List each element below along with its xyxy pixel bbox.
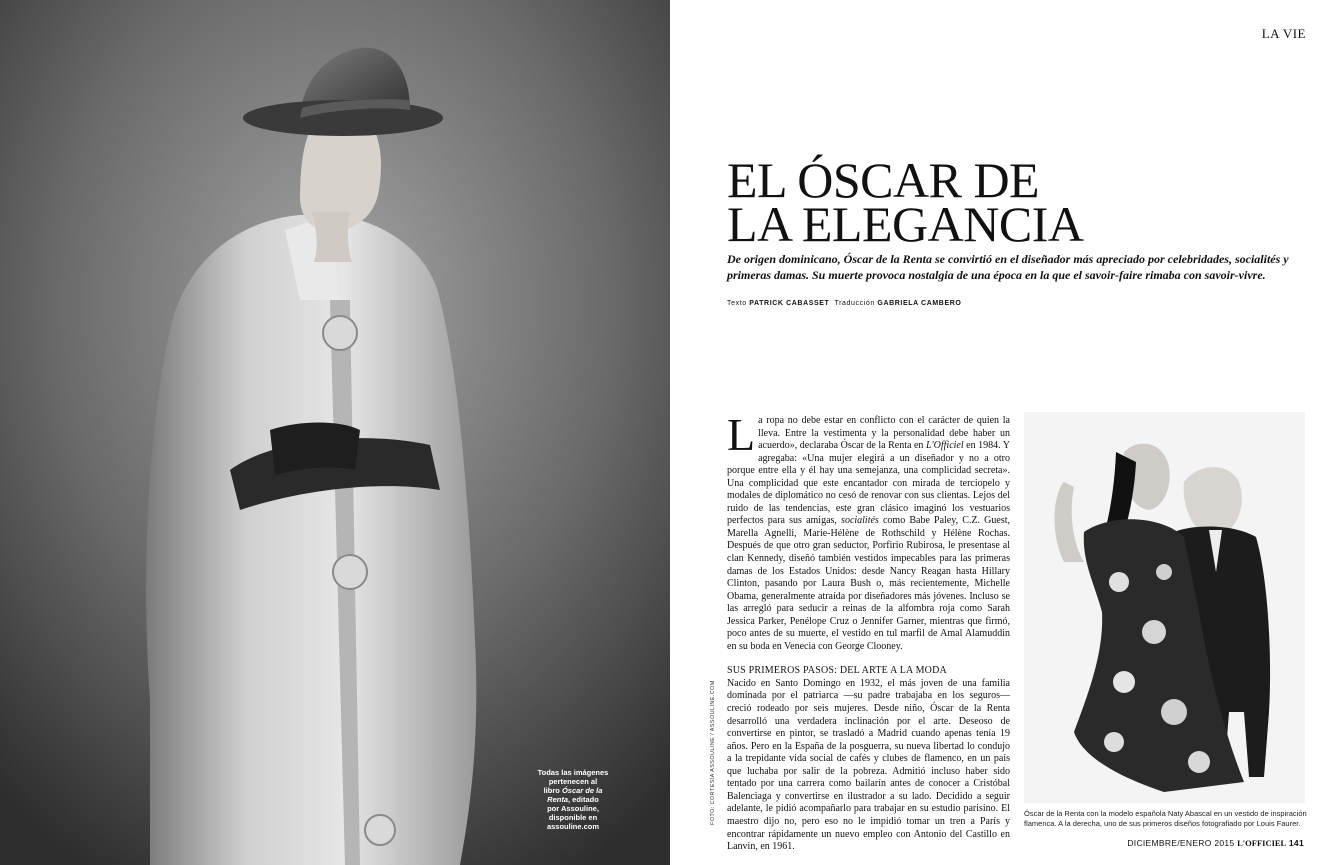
byline-author: PATRICK CABASSET bbox=[749, 300, 830, 307]
caption-book-title: Renta bbox=[547, 795, 568, 804]
page-folio bbox=[1127, 838, 1304, 848]
headline bbox=[727, 152, 1084, 252]
article-body bbox=[727, 409, 1010, 854]
magazine-name: L'Officiel bbox=[925, 440, 964, 452]
page-number: 141 bbox=[1288, 838, 1304, 848]
intro-standfirst: De origen dominicano, Óscar de la Renta se convirtió en el diseñador más apreciado por celebridades, socialités y primeras damas. Su muerte provoca nostalgia de una época en la que el savoir-faire rimaba con savoir-vivre. bbox=[727, 252, 1289, 282]
photo-credit: FOTO: CORTESÍA ASSOULINE / ASSOULINE.COM bbox=[710, 680, 716, 825]
section-tag: LA VIE bbox=[1261, 26, 1306, 41]
body-paragraph: Nacido en Santo Domingo en 1932, el más joven de una familia dominada por el patriarca —su padre trabajaba en los seguros— creció rodeado por seis mujeres. Desde niño, Óscar de la Renta desarrolló una verdadera inclinación por el arte. Deseoso de convertirse en pintor, se trasladó a Madrid cuando apenas tenía 19 años. Pero en la España de la posguerra, su nueva libertad lo condujo a la trepidante vida social de cafés y clubes de flamenco, en un país que luchaba por salir de la pobreza. Admitió incluso haber sido tentado por una carrera como bailarín antes de conocer a Cristóbal Balenciaga y convertirse en ilustrador a su lado. Decidido a seguir adelante, le pidió acompañarlo para trabajar en su estudio parisino. El maestro dijo no, pero eso no le impidió tomar un tren a París y encontrar rápidamente un nuevo empleo con Antonio del Castillo en Lanvin, en 1961. bbox=[727, 677, 1010, 853]
drop-cap: L bbox=[727, 409, 756, 460]
body-text-run: a ropa no debe estar en conflicto con el carácter de quien la lleva. Entre la vestimenta y la personalidad debe haber un acuerdo», declaraba Óscar de la Renta en bbox=[758, 415, 1010, 452]
caption-line: disponible en bbox=[548, 813, 598, 822]
couple-photo bbox=[1024, 412, 1305, 803]
italic-term: socialités bbox=[841, 515, 879, 527]
right-page bbox=[670, 0, 1342, 865]
byline-text-label: Texto bbox=[727, 300, 747, 307]
headline-line: LA ELEGANCIA bbox=[727, 196, 1084, 252]
caption-line: libro bbox=[543, 786, 560, 795]
book-caption bbox=[530, 768, 616, 831]
byline bbox=[727, 300, 961, 307]
caption-line: , editado bbox=[568, 795, 599, 804]
coat-portrait-photo bbox=[0, 0, 670, 865]
headline-line: EL ÓSCAR DE bbox=[727, 152, 1040, 208]
caption-line: pertenecen al bbox=[548, 777, 598, 786]
magazine-brand: L'OFFICIEL bbox=[1237, 838, 1287, 848]
caption-book-title: Óscar de la bbox=[561, 786, 603, 795]
byline-translator: GABRIELA CAMBERO bbox=[877, 300, 962, 307]
issue-date: DICIEMBRE/ENERO 2015 bbox=[1127, 838, 1235, 848]
flamenco-dress-photo bbox=[1024, 412, 1305, 803]
subheading: SUS PRIMEROS PASOS: DEL ARTE A LA MODA bbox=[727, 665, 947, 677]
caption-line: por Assouline, bbox=[547, 804, 599, 813]
body-text-run: como Babe Paley, C.Z. Guest, Marella Agnelli, Marie-Hélène de Rothschild y Hélène Rochas. Después de que otro gran seductor, Porfirio Rubirosa, le presentase al clan Kennedy, diseñó también vestidos impecables para las primeras damas de los Estados Unidos: desde Nancy Reagan hasta Hillary Clinton, pasando por Laura Bush o, más recientemente, Michelle Obama, generalmente atraída por diseñadores más jóvenes. Incluso se las arregló para seducir a reinas de la alfombra roja como Sarah Jessica Parker, Penélope Cruz o Jennifer Garner, mientras que firmó, poco antes de su muerte, el vestido en tul marfil de Amal Alamuddin en su boda en Venecia con George Clooney. bbox=[727, 515, 1010, 652]
caption-line: assouline.com bbox=[546, 822, 600, 831]
body-text-run: en 1984. Y agregaba: «Una mujer elegirá a un diseñador y no a otro porque entre ella y él hay una semejanza, una complicidad secreta». Una complicidad que este encantador con mirada de terciopelo y modales de diplomático no cesó de renovar con sus clientas. Lejos del ruido de las tendencias, este gran clásico imaginó los vestuarios perfectos para sus amigas, bbox=[727, 440, 1010, 527]
caption-line: Todas las imágenes bbox=[537, 768, 609, 777]
left-page-photo bbox=[0, 0, 670, 865]
photo-caption: Óscar de la Renta con la modelo española Naty Abascal en un vestido de inspiración flamenca. A la derecha, uno de sus primeros diseños fotografiado por Louis Faurer. bbox=[1024, 809, 1307, 828]
byline-translation-label: Traducción bbox=[834, 300, 875, 307]
body-paragraph bbox=[727, 409, 1010, 653]
